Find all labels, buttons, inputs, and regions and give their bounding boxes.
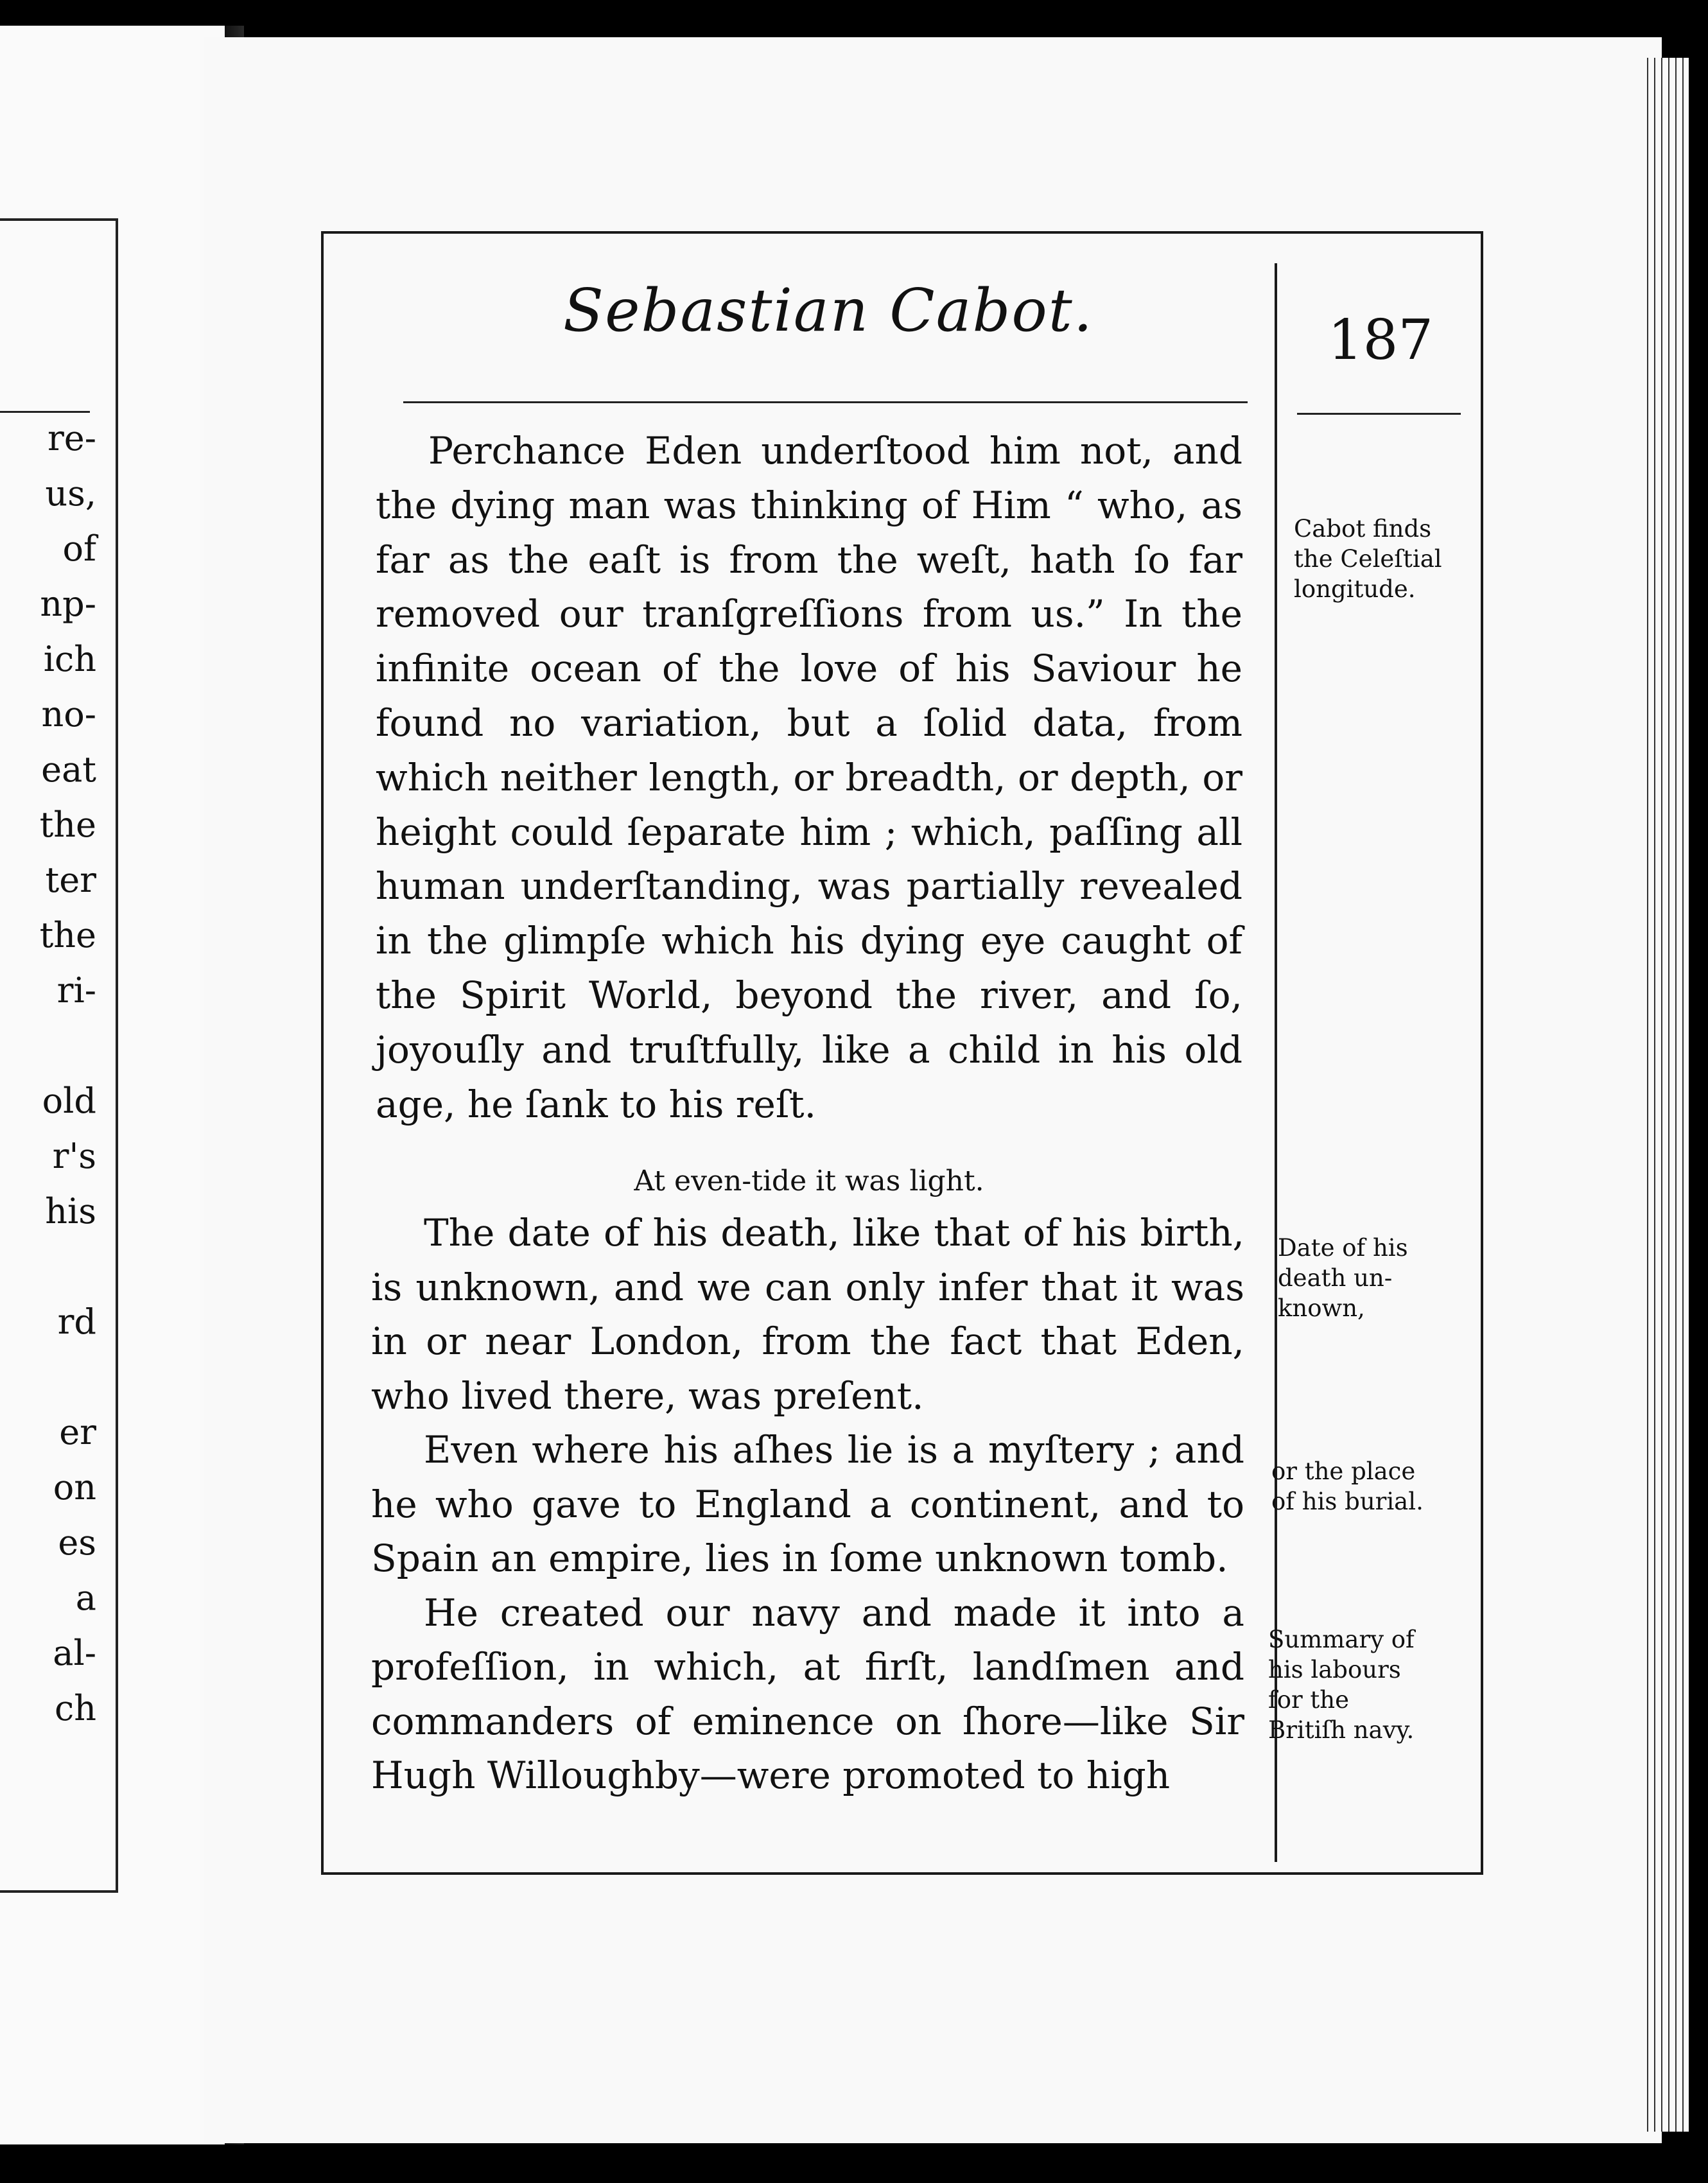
paragraph-navy: He created our navy and made it into a profeſſion, in which, at firſt, landſmen and commanders of eminence on ſhore—like Sir Hugh Willoughby—were promoted to high xyxy=(371,1590,1244,1797)
header-rule xyxy=(403,401,1248,403)
side-note-burial: or the place of his burial. xyxy=(1271,1457,1424,1515)
running-title: Sebastian Cabot. xyxy=(563,276,1094,345)
page-number: 187 xyxy=(1327,308,1434,372)
margin-divider xyxy=(1275,263,1277,1862)
paragraph-date-of-death: The date of his death, like that of his birth, is unknown, and we can only infer that it was in or near London, from the fact that Eden, who lived there, was preſent. xyxy=(371,1211,1244,1418)
left-page-text-fragments: re- us, of np- ich no- eat the ter the ri- old r's his rd er on es a al- ch xyxy=(39,418,96,1728)
side-note-navy-summary: Summary of his labours for the Britiſh navy. xyxy=(1268,1626,1415,1744)
side-note-celestial-longitude: Cabot finds the Celeſtial longitude. xyxy=(1294,515,1442,603)
paragraph-ashes: Even where his aſhes lie is a myſtery ; and he who gave to England a continent, and to Spain an empire, lies in ſome unknown tomb. xyxy=(371,1428,1244,1580)
body-text-lower xyxy=(371,1206,1244,1803)
margin-header-rule xyxy=(1297,413,1461,415)
side-note-date-unknown: Date of his death un- known, xyxy=(1278,1234,1408,1322)
page-edges xyxy=(1644,58,1689,2132)
paragraph-perchance: Perchance Eden underſtood him not, and the dying man was thinking of Him “ who, as far as the eaſt is from the weſt, hath ſo far removed our tranſgreſſions from us.” In the infinite ocean of the love of his Saviour he found no variation, but a ſolid data, from which neither length, or breadth, or depth, or height could ſeparate him ; which, paſſing all human underſtanding, was partially revealed in the glimpſe which his dying eye caught of the Spirit World, beyond the river, and ſo, joyouſly and truſtfully, like a child in his old age, he ſank to his reſt. xyxy=(376,429,1242,1126)
motto: At even-tide it was light. xyxy=(634,1165,984,1197)
left-facing-page xyxy=(0,26,225,2144)
body-text-upper xyxy=(376,424,1242,1131)
